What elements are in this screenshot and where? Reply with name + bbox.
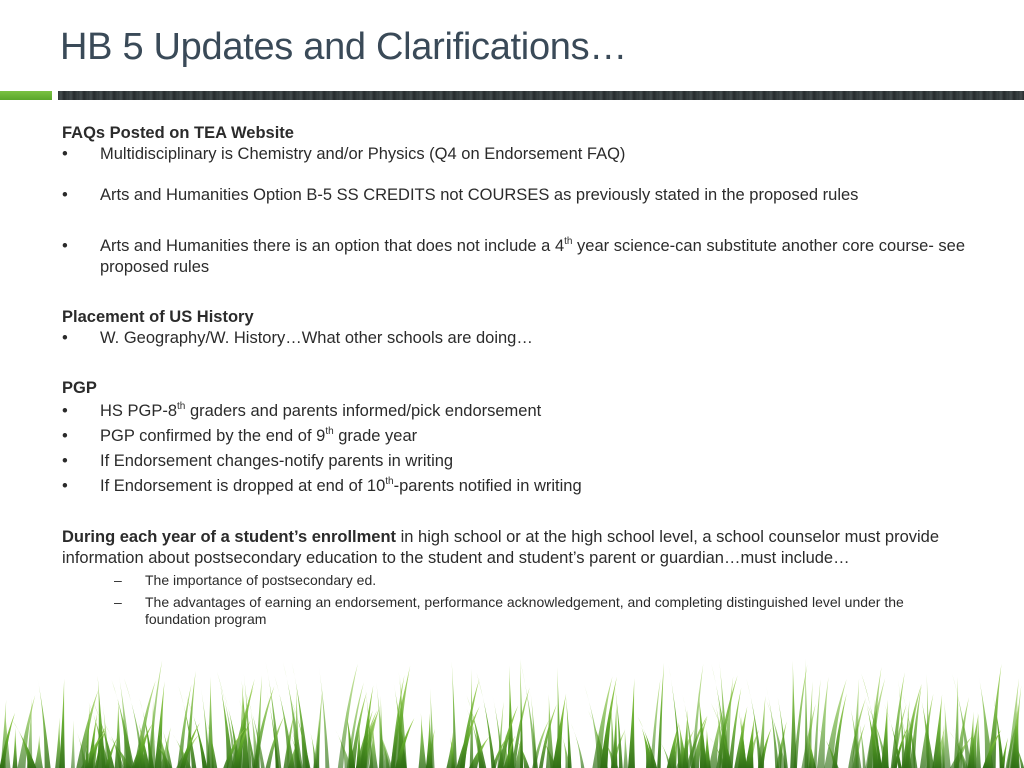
bullet-text-a: HS PGP-8	[100, 402, 178, 420]
bullet-mark: •	[62, 145, 68, 163]
bullet-mark: •	[62, 452, 68, 470]
grass-blade	[657, 663, 664, 768]
sub-bullet-2	[62, 594, 965, 628]
bullet-mark: •	[62, 402, 68, 420]
superscript: th	[564, 236, 573, 247]
faq-bullet-2	[62, 185, 982, 206]
bullet-mark: •	[62, 186, 68, 204]
grass-blade	[283, 662, 303, 768]
bullet-text-b: graders and parents informed/pick endorsement	[185, 402, 542, 420]
grass-blade	[34, 735, 43, 768]
pgp-bullet-2	[62, 426, 982, 447]
bullet-text-a: Arts and Humanities there is an option that does not include a 4	[100, 237, 565, 255]
grass-blade	[316, 689, 323, 768]
us-history-heading: Placement of US History	[62, 308, 254, 326]
grass-blade	[115, 699, 122, 768]
grass-blade	[766, 686, 779, 768]
superscript: th	[177, 401, 186, 412]
slide-body	[62, 123, 982, 628]
bullet-text-a: PGP confirmed by the end of 9	[100, 427, 326, 445]
sub-bullet-text: The advantages of earning an endorsement, performance acknowledgement, and completing distinguished level under the foundation program	[145, 594, 904, 627]
pgp-bullet-1	[62, 401, 982, 422]
grass-blade	[97, 676, 106, 768]
bullet-text-b: grade year	[333, 427, 418, 445]
grass-blade	[628, 678, 635, 768]
bullet-text-b: -parents notified in writing	[393, 477, 582, 495]
pgp-bullet-4	[62, 476, 982, 497]
grass-blade	[18, 695, 36, 768]
grass-blade	[552, 694, 566, 768]
enrollment-text: in high school or at the high school level, a school counselor must provide information about postsecondary education to the student and student’s parent or guardian…must include…	[62, 528, 940, 567]
grass-blade	[623, 728, 628, 768]
faq-heading: FAQs Posted on TEA Website	[62, 124, 294, 142]
sub-bullet-text: The importance of postsecondary ed.	[145, 572, 377, 588]
grass-blade	[571, 723, 585, 768]
grass-blade	[546, 694, 554, 768]
bullet-mark: •	[62, 427, 68, 445]
us-history-bullet-1	[62, 328, 982, 349]
grass-blade	[418, 713, 426, 768]
bullet-text: W. Geography/W. History…What other schools are doing…	[100, 329, 533, 347]
pgp-heading: PGP	[62, 379, 97, 397]
bullet-mark: •	[62, 477, 68, 495]
superscript: th	[385, 476, 394, 487]
grass-blade	[1, 700, 7, 768]
bullet-text: If Endorsement changes-notify parents in writing	[100, 452, 454, 470]
bullet-mark: •	[62, 329, 68, 347]
superscript: th	[325, 426, 334, 437]
bullet-mark: •	[62, 237, 68, 255]
grass-blade	[12, 728, 17, 768]
grass-blade	[804, 659, 808, 768]
slide-title: HB 5 Updates and Clarifications…	[60, 26, 628, 68]
grass-decoration	[0, 658, 1024, 768]
grass-blade	[265, 661, 281, 768]
faq-bullet-1	[62, 144, 982, 165]
bullet-text: Multidisciplinary is Chemistry and/or Physics (Q4 on Endorsement FAQ)	[100, 145, 626, 163]
bullet-text: Arts and Humanities Option B-5 SS CREDITS not COURSES as previously stated in the proposed rules	[100, 186, 859, 204]
bullet-text-a: If Endorsement is dropped at end of 10	[100, 477, 386, 495]
sub-bullet-1	[62, 572, 965, 589]
faq-bullet-3	[62, 236, 982, 278]
pgp-bullet-3	[62, 451, 982, 472]
grass-blade	[71, 720, 75, 768]
grass-blade	[55, 717, 61, 768]
enrollment-paragraph	[62, 527, 982, 569]
dash-mark: –	[114, 572, 122, 588]
dash-mark: –	[114, 594, 122, 610]
enrollment-bold: During each year of a student’s enrollment	[62, 528, 397, 546]
bullet-text-b: year science-can substitute another core course- see proposed rules	[100, 237, 966, 276]
title-rule-dark	[58, 91, 1024, 100]
title-rule-green	[0, 91, 52, 100]
